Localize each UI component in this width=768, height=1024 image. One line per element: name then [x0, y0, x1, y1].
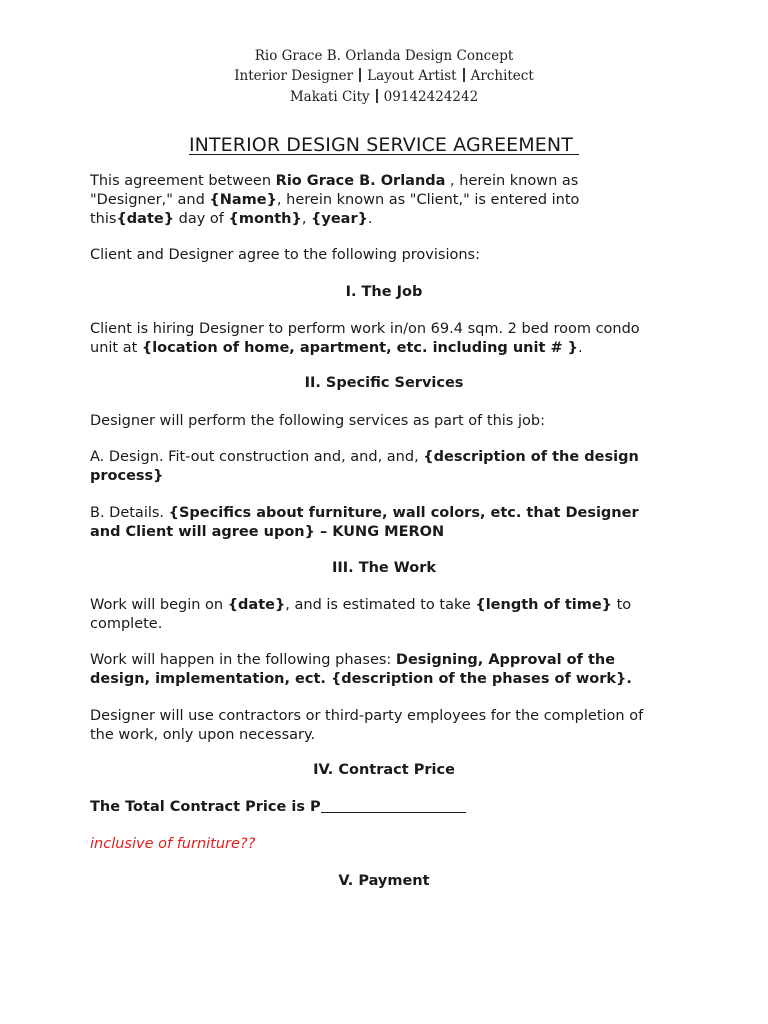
contract-price-line	[90, 798, 680, 817]
section-heading-payment: V. Payment	[338, 873, 430, 889]
document-title: INTERIOR DESIGN SERVICE AGREEMENT	[188, 134, 580, 156]
intro-text: This agreement between	[90, 173, 276, 189]
work-text: to	[612, 597, 632, 613]
services-intro: Designer will perform the following services as part of this job:	[90, 413, 545, 429]
service-b-paragraph	[90, 504, 680, 542]
year-placeholder: {year}	[311, 211, 368, 227]
contractors-text: Designer will use contractors or third-party employees for the completion of	[90, 708, 644, 724]
phone: 09142424242	[383, 89, 479, 105]
work-text: Work will begin on	[90, 597, 228, 613]
job-text: Client is hiring Designer to perform work in/on 69.4 sqm. 2 bed room condo	[90, 321, 640, 337]
phases-list: design, implementation, ect. {description of the phases of work}.	[90, 671, 632, 687]
letterhead-company: Rio Grace B. Orlanda Design Concept	[254, 48, 514, 64]
month-placeholder: {month}	[228, 211, 302, 227]
contractors-text: the work, only upon necessary.	[90, 727, 316, 743]
role-architect: Architect	[470, 68, 534, 84]
design-description-placeholder: process}	[90, 468, 164, 484]
work-start-paragraph	[90, 596, 680, 634]
phases-text: Work will happen in the following phases:	[90, 652, 396, 668]
intro-text: "Designer," and	[90, 192, 210, 208]
work-phases-paragraph	[90, 651, 680, 689]
intro-text: .	[367, 211, 373, 227]
service-a-text: A. Design. Fit-out construction and, and, and,	[90, 449, 424, 465]
client-name-placeholder: {Name}	[209, 192, 277, 208]
job-text: unit at	[90, 340, 142, 356]
provisions-paragraph: Client and Designer agree to the following provisions:	[90, 247, 480, 263]
role-layout-artist: Layout Artist	[367, 68, 457, 84]
design-description-placeholder: {description of the design	[423, 449, 639, 465]
letterhead-contact	[0, 89, 768, 105]
phases-list: Designing, Approval of the	[395, 652, 616, 668]
location-placeholder: {location of home, apartment, etc. including unit # }	[141, 340, 578, 356]
job-paragraph	[90, 320, 680, 358]
intro-paragraph	[90, 172, 680, 229]
work-text: complete.	[90, 616, 163, 632]
separator	[359, 68, 361, 82]
work-text: , and is estimated to take	[285, 597, 476, 613]
job-text: .	[577, 340, 583, 356]
intro-text: ,	[301, 211, 312, 227]
city: Makati City	[289, 89, 370, 105]
section-heading-contract-price: IV. Contract Price	[313, 762, 455, 778]
separator	[376, 89, 378, 103]
separator	[463, 68, 465, 82]
intro-text: , herein known as "Client," is entered into	[276, 192, 580, 208]
details-placeholder: {Specifics about furniture, wall colors, etc. that Designer	[168, 505, 639, 521]
designer-name: Rio Grace B. Orlanda	[275, 173, 446, 189]
section-heading-job: I. The Job	[345, 284, 423, 300]
date-placeholder: {date}	[116, 211, 175, 227]
section-heading-work: III. The Work	[331, 560, 437, 576]
furniture-note: inclusive of furniture??	[90, 836, 256, 852]
details-note: – KUNG MERON	[314, 524, 445, 540]
contractors-paragraph	[90, 707, 680, 745]
start-date-placeholder: {date}	[227, 597, 286, 613]
intro-text: this	[90, 211, 117, 227]
details-placeholder: and Client will agree upon}	[90, 524, 315, 540]
role-interior-designer: Interior Designer	[234, 68, 354, 84]
letterhead-roles	[0, 68, 768, 84]
price-blank-line	[321, 812, 466, 813]
duration-placeholder: {length of time}	[475, 597, 612, 613]
intro-text: day of	[174, 211, 229, 227]
service-a-paragraph	[90, 448, 680, 486]
intro-text: , herein known as	[445, 173, 579, 189]
contract-price-label: The Total Contract Price is P	[90, 799, 321, 815]
service-b-text: B. Details.	[90, 505, 169, 521]
section-heading-services: II. Specific Services	[304, 375, 464, 391]
